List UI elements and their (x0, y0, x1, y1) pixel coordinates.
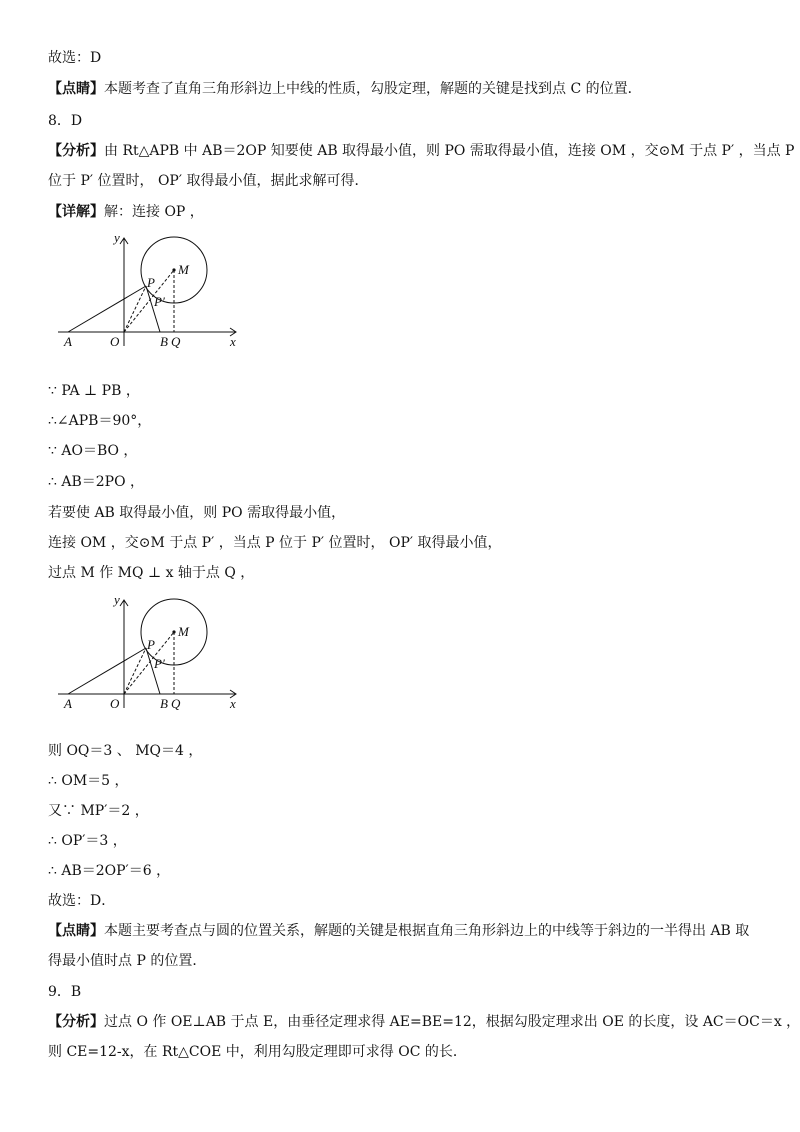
geometry-figure-1 (48, 228, 248, 354)
question-8-answer: 8．D (48, 113, 83, 129)
label-y: y (114, 592, 120, 607)
segment-PB (146, 648, 160, 694)
answer-line: 故选：D． (48, 893, 116, 909)
label-B: B (160, 696, 168, 711)
point-M (172, 268, 175, 271)
segment-AP (68, 648, 146, 694)
text-xiangjie: 解：连接 OP ， (104, 204, 204, 220)
label-A: A (64, 334, 72, 349)
calc-2: ∴ OM＝5 ， (48, 773, 129, 789)
label-P: P (147, 637, 155, 652)
segment-PB (146, 286, 160, 332)
label-M: M (178, 624, 189, 639)
text-line-fenxi-9-cont: 则 CE=12-x，在 Rt△COE 中，利用勾股定理即可求得 OC 的长． (48, 1044, 467, 1060)
text-line-dianjing-2-cont: 得最小值时点 P 的位置． (48, 953, 207, 969)
step-5: 若要使 AB 取得最小值，则 PO 需取得最小值， (48, 505, 346, 521)
label-x: x (230, 334, 236, 349)
text-line-5: 位于 P′ 位置时， OP′ 取得最小值，据此求解可得． (48, 173, 369, 189)
label-Q: Q (171, 696, 181, 711)
text-dianjing-2: 本题主要考查点与圆的位置关系，解题的关键是根据直角三角形斜边上的中线等于斜边的一半得出 AB 取 (104, 923, 750, 939)
calc-3: 又∵ MP′＝2 ， (48, 803, 149, 819)
text-line-1: 故选：D (48, 50, 102, 66)
axes (58, 600, 236, 708)
text-fenxi: 由 Rt△APB 中 AB＝2OP 知要使 AB 取得最小值，则 PO 需取得最小值，连接 OM ，交⊙M 于点 P′ ，当点 P (104, 143, 795, 159)
label-y: y (114, 230, 120, 245)
step-4: ∴ AB＝2PO ， (48, 474, 145, 490)
question-9-answer: 9．B (48, 984, 82, 1000)
tag-fenxi-9: 【分析】 (48, 1014, 104, 1030)
point-M (172, 630, 175, 633)
text-line-4 (48, 141, 794, 161)
label-x: x (230, 696, 236, 711)
axes (58, 238, 236, 346)
step-1: ∵ PA ⊥ PB ， (48, 383, 140, 399)
calc-5: ∴ AB＝2OP′＝6 ， (48, 863, 171, 879)
text-fenxi-9: 过点 O 作 OE⊥AB 于点 E，由垂径定理求得 AE=BE=12，根据勾股定理求出 OE 的长度，设 AC＝OC＝x ， (104, 1014, 800, 1030)
text-line-6 (48, 202, 204, 222)
label-P: P (147, 275, 155, 290)
label-P-prime: P′ (154, 294, 165, 309)
text-line-dianjing-2 (48, 921, 749, 941)
calc-4: ∴ OP′＝3 ， (48, 833, 127, 849)
step-6: 连接 OM ，交⊙M 于点 P′ ，当点 P 位于 P′ 位置时， OP′ 取得最小值， (48, 535, 502, 551)
step-7: 过点 M 作 MQ ⊥ x 轴于点 Q ， (48, 565, 255, 581)
label-O: O (110, 334, 120, 349)
tag-dianjing: 【点睛】 (48, 81, 104, 97)
label-P-prime: P′ (154, 656, 165, 671)
text-dianjing: 本题考查了直角三角形斜边上中线的性质，勾股定理，解题的关键是找到点 C 的位置． (104, 81, 642, 97)
step-2: ∴∠APB＝90°， (48, 413, 152, 429)
label-M: M (178, 262, 189, 277)
geometry-figure-2 (48, 590, 248, 716)
tag-fenxi: 【分析】 (48, 143, 104, 159)
label-O: O (110, 696, 120, 711)
tag-dianjing-2: 【点睛】 (48, 923, 104, 939)
step-3: ∵ AO＝BO ， (48, 443, 138, 459)
text-line-2 (48, 79, 642, 99)
label-A: A (64, 696, 72, 711)
segment-AP (68, 286, 146, 332)
calc-1: 则 OQ＝3 、 MQ＝4 ， (48, 743, 203, 759)
label-B: B (160, 334, 168, 349)
label-Q: Q (171, 334, 181, 349)
tag-xiangjie: 【详解】 (48, 204, 104, 220)
text-line-fenxi-9 (48, 1012, 800, 1032)
